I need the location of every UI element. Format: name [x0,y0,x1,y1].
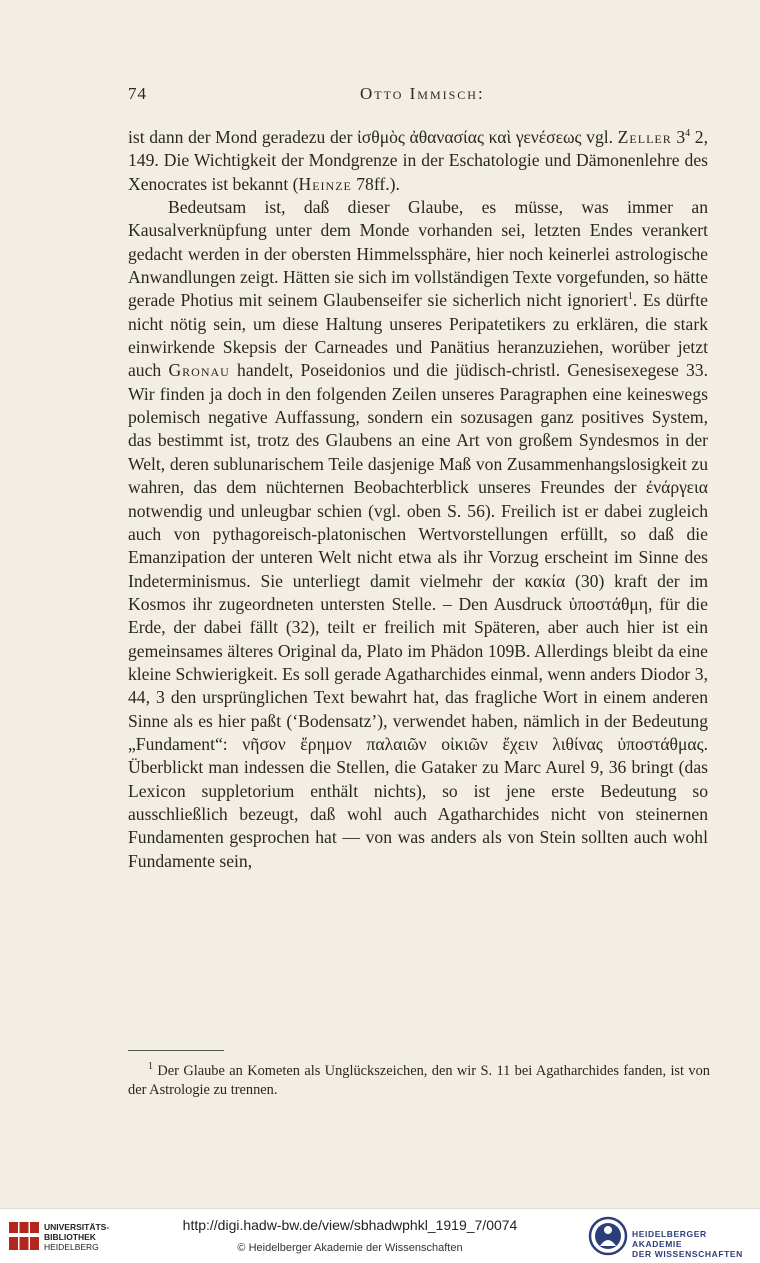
academy-name-line: HEIDELBERGER AKADEMIE [632,1229,707,1249]
text-run: 3 [671,127,686,147]
text-run: 2, 149. Die Wichtigkeit der Mondgrenze in der Eschatologie und Dämonenlehre des Xenocrates ist bekannt ( [128,127,708,194]
text-run: Bedeutsam ist, daß dieser Glaube, es müsse, was immer an Kausalverknüpfung unter dem Monde vorhanden sei, letzten Endes verankert gedacht werden in der obersten Himmelssphäre, hier noch keinerlei astrologische Anwandlungen zeigt. Hätten sie sich im vollständigen Texte vorgefunden, so hätte gerade Photius mit seinem Glaubenseifer sie sicherlich nicht ignoriert [128,197,708,311]
copyright-notice: © Heidelberger Akademie der Wissenschaften [237,1242,463,1254]
footnote-marker: 1 [148,1061,153,1073]
academy-name [632,1229,756,1259]
footer-bar [0,1208,760,1263]
university-library-logo[interactable] [8,1218,158,1254]
library-name-line: UNIVERSITÄTS- [44,1222,110,1232]
author-gronau: Gronau [168,360,230,381]
text-run: handelt, Poseidonios und die jüdisch-christl. Genesisexegese 33. Wir finden ja doch in den folgenden Zeilen unseres Paragraphen eine keineswegs polemisch negative Auffassung, sondern ein sozusagen ganz positives System, das bestimmt ist, trotz des Glaubens an eine Art von großem Syndesmos in der Welt, deren sublunarischem Teile dasjenige Maß von Zusammenhangslosigkeit zu wahren, das dem nüchternen Beobachterblick unseres Freundes der ἐνάργεια notwendig und unleugbar schien (vgl. oben S. 56). Freilich ist er dabei zugleich auch von pythagoreisch-platonischen Wertvorstellungen erfüllt, so daß die Emanzipation der unteren Welt nicht etwa als ihr Vorzug erscheint im Sinne des Indeterminismus. Sie unterliegt damit vielmehr der κακία (30) kraft der im Kosmos ihr zugeordneten untersten Stelle. – Den Ausdruck ὑποστάθμη, für die Erde, der dabei fällt (32), teilt er freilich mit Späteren, aber auch hier ist ein gemeinsames älteres Original da, Plato im Phädon 109B. Allerdings bleibt da eine kleine Schwierigkeit. Es soll gerade Agatharchides einmal, wenn anders Diodor 3, 44, 3 den ursprünglichen Text bewahrt hat, das fragliche Wort in einem anderen Sinne als es hier paßt (‘Bodensatz’), verwendet haben, nämlich in der Bedeutung „Fundament“: νῆσον ἔρημον παλαιῶν οἰκιῶν ἔχειν λιθίνας ὑποστάθμας. Überblickt man indessen die Stellen, die Gataker zu Marc Aurel 9, 36 bringt (das Lexicon suppletorium enthält nichts), so ist jene erste Bedeutung so ausschließlich bezeugt, daß wohl auch Agatharchides nicht von steinernen Fundamenten gesprochen hat — von was anders als von Stein sollten auch wohl Fundamente sein, [128,360,708,871]
footnote-text: Der Glaube an Kometen als Unglückszeichen, den wir S. 11 bei Agatharchides fanden, ist von der Astrologie zu trennen. [128,1063,710,1098]
paragraph-2 [128,196,708,873]
body-text [128,126,708,873]
text-run: ist dann der Mond geradezu der ἰσθμὸς ἀθανασίας καὶ γενέσεως vgl. [128,127,618,147]
running-head: Otto Immisch: [360,84,485,103]
page-header [128,84,708,108]
library-logo-icon [8,1218,40,1254]
author-zeller: Zeller [617,127,672,147]
academy-seal-icon [588,1214,628,1258]
footnote-ref: 1 [627,291,633,303]
superscript: 4 [685,128,691,140]
paragraph-1 [128,126,708,196]
library-name-line: BIBLIOTHEK [44,1232,96,1242]
library-name [44,1222,109,1252]
author-heinze: Heinze [298,173,352,194]
permalink-url[interactable]: http://digi.hadw-bw.de/view/sbhadwphkl_1919_7/0074 [182,1217,518,1233]
academy-name-line: DER WISSENSCHAFTEN [632,1249,743,1259]
text-run: 78ff.). [351,173,400,194]
footnote-divider [128,1050,224,1051]
academy-logo[interactable] [588,1214,756,1258]
page-number: 74 [128,84,147,103]
footnote [128,1062,710,1100]
text-run: . Es dürfte nicht nötig sein, um diese Haltung unseres Peripatetikers zu erklären, die stark einwirkende Skepsis der Carneades und Panätius heranzuziehen, worüber jetzt auch [128,290,708,381]
library-name-line: HEIDELBERG [44,1242,99,1252]
